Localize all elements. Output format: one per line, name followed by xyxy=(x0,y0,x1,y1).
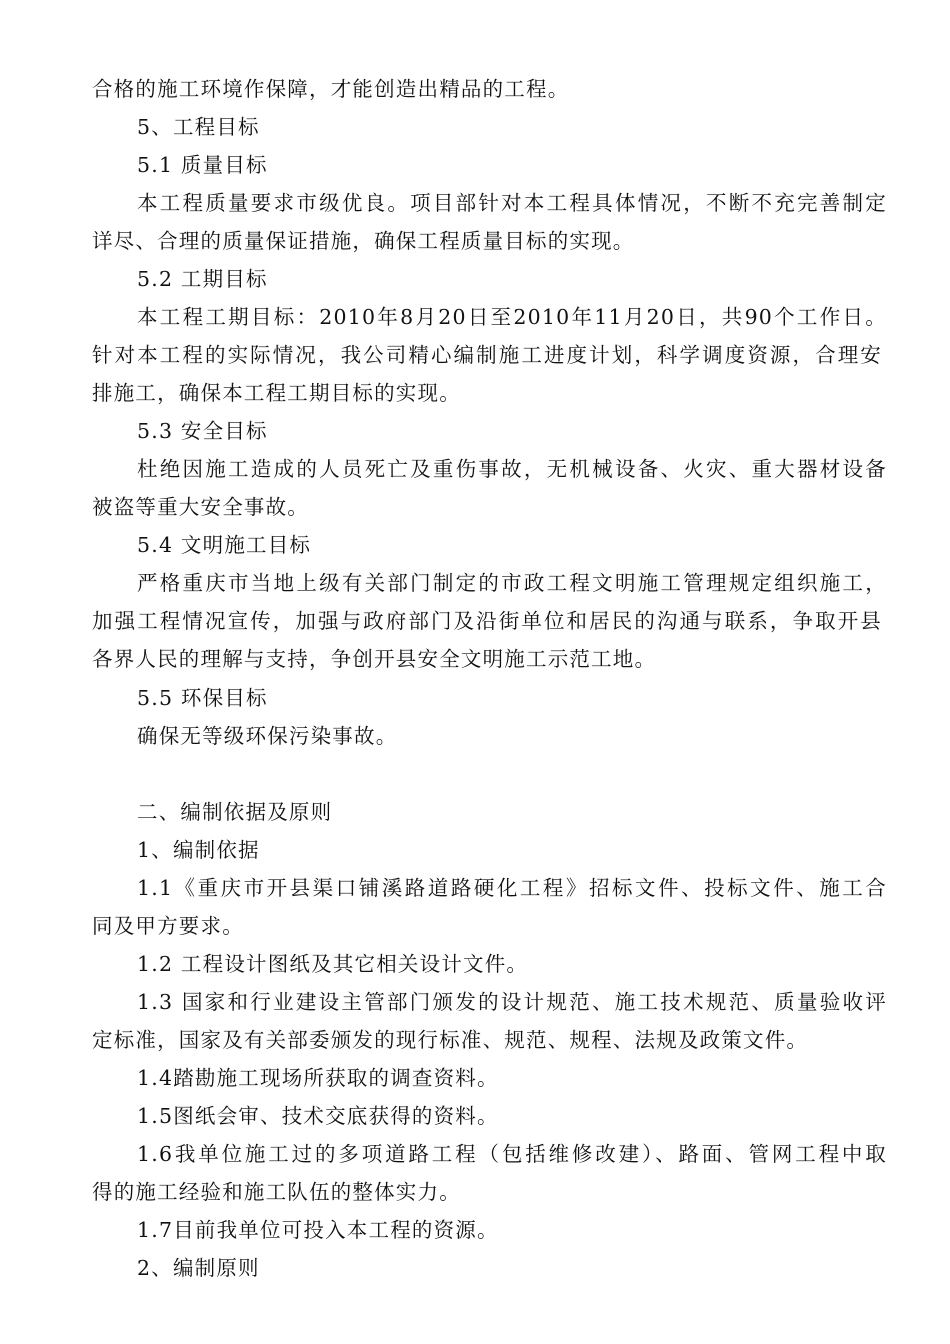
section-heading: 1、编制依据 xyxy=(137,838,260,862)
paragraph-line: 1.4踏勘施工现场所获取的调查资料。 xyxy=(137,1066,499,1090)
subsection-heading: 5.1 质量目标 xyxy=(137,153,268,177)
subsection-heading: 5.3 安全目标 xyxy=(137,419,268,443)
section-heading: 5、工程目标 xyxy=(137,115,260,139)
paragraph-line: 排施工，确保本工程工期目标的实现。 xyxy=(92,381,461,405)
paragraph-line: 各界人民的理解与支持，争创开县安全文明施工示范工地。 xyxy=(92,647,657,671)
paragraph-line: 针对本工程的实际情况，我公司精心编制施工进度计划，科学调度资源，合理安 xyxy=(92,343,882,367)
subsection-heading: 5.4 文明施工目标 xyxy=(137,533,312,557)
paragraph-line: 严格重庆市当地上级有关部门制定的市政工程文明施工管理规定组织施工， xyxy=(137,571,887,595)
chapter-heading: 二、编制依据及原则 xyxy=(137,800,333,824)
paragraph-line: 本工程工期目标：2010年8月20日至2010年11月20日，共90个工作日。 xyxy=(137,305,887,329)
paragraph-line: 1.2 工程设计图纸及其它相关设计文件。 xyxy=(137,952,529,976)
paragraph-line: 本工程质量要求市级优良。项目部针对本工程具体情况，不断不充完善制定 xyxy=(137,191,887,215)
paragraph-line: 被盗等重大安全事故。 xyxy=(92,495,309,519)
paragraph-line: 定标准，国家及有关部委颁发的现行标准、规范、规程、法规及政策文件。 xyxy=(92,1028,809,1052)
paragraph-line: 同及甲方要求。 xyxy=(92,914,244,938)
paragraph-line: 详尽、合理的质量保证措施，确保工程质量目标的实现。 xyxy=(92,229,635,253)
paragraph-line: 1.7目前我单位可投入本工程的资源。 xyxy=(137,1218,499,1242)
section-heading: 2、编制原则 xyxy=(137,1256,260,1280)
subsection-heading: 5.5 环保目标 xyxy=(137,686,268,710)
subsection-heading: 5.2 工期目标 xyxy=(137,267,268,291)
paragraph-line: 1.5图纸会审、技术交底获得的资料。 xyxy=(137,1104,499,1128)
paragraph-line: 合格的施工环境作保障，才能创造出精品的工程。 xyxy=(92,77,570,101)
paragraph-line: 杜绝因施工造成的人员死亡及重伤事故，无机械设备、火灾、重大器材设备 xyxy=(137,457,887,481)
paragraph-line: 得的施工经验和施工队伍的整体实力。 xyxy=(92,1180,461,1204)
paragraph-line: 1.6我单位施工过的多项道路工程（包括维修改建）、路面、管网工程中取 xyxy=(137,1142,887,1166)
paragraph-line: 加强工程情况宣传，加强与政府部门及沿街单位和居民的沟通与联系，争取开县 xyxy=(92,609,882,633)
paragraph-line: 1.1《重庆市开县渠口铺溪路道路硬化工程》招标文件、投标文件、施工合 xyxy=(137,876,887,900)
paragraph-line: 1.3 国家和行业建设主管部门颁发的设计规范、施工技术规范、质量验收评 xyxy=(137,990,887,1014)
paragraph-line: 确保无等级环保污染事故。 xyxy=(137,724,398,748)
